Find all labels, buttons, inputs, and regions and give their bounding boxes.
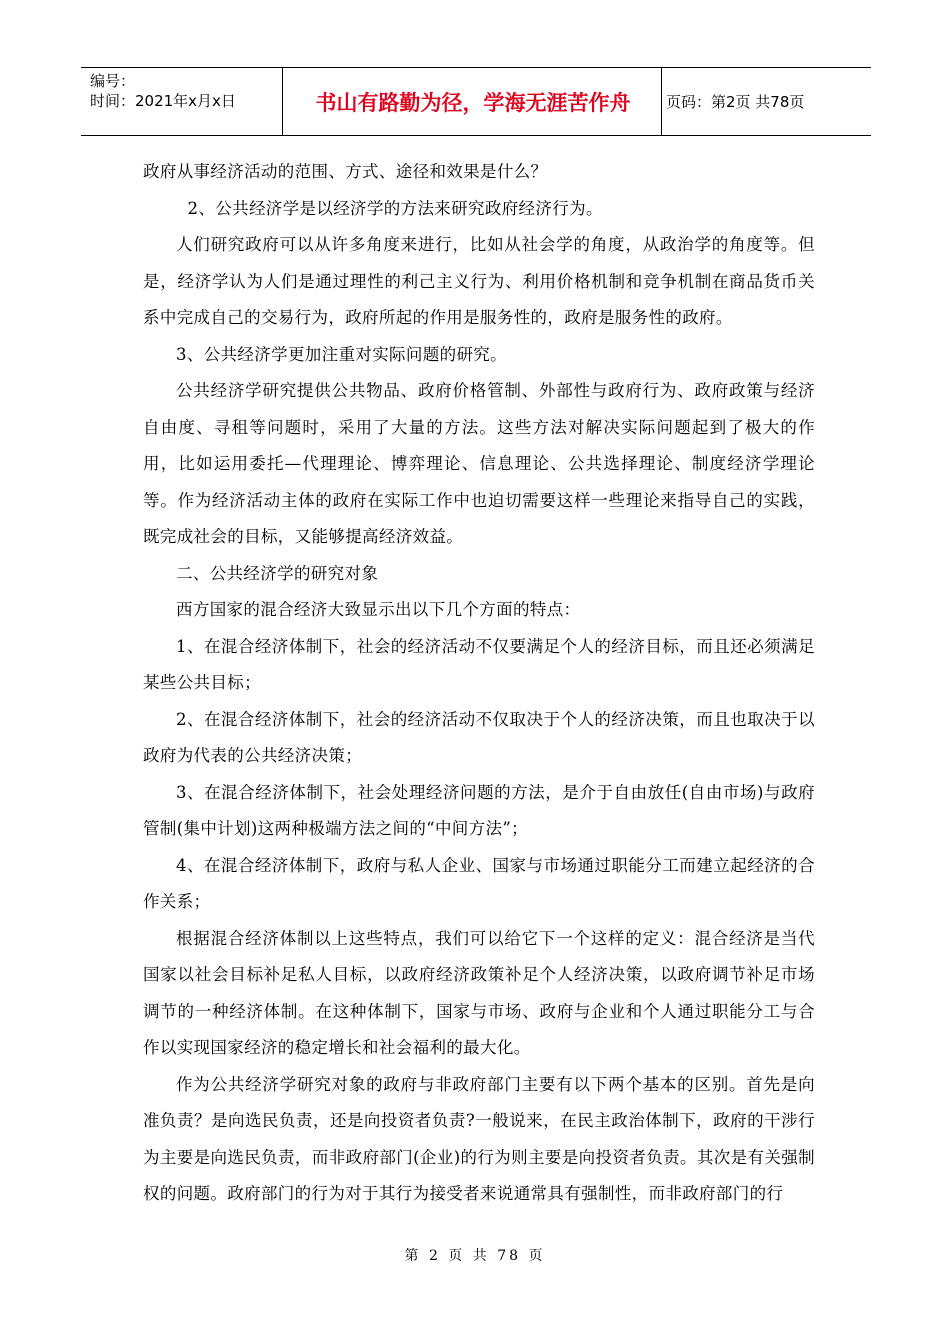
header-page-info: 页码：第2页 共78页 (666, 93, 805, 111)
paragraph: 政府从事经济活动的范围、方式、途径和效果是什么？ (143, 162, 548, 181)
header-motto-cell (282, 68, 662, 135)
page-footer: 第 2 页 共 78 页 (404, 1248, 546, 1264)
section-heading: 二、公共经济学的研究对象 (176, 563, 379, 583)
document-body (143, 154, 815, 1213)
document-date: 时间：2021年x月x日 (90, 92, 236, 110)
header-motto: 书山有路勤为径，学海无涯苦作舟 (315, 91, 631, 115)
header-right-cell (662, 68, 871, 135)
document-header (81, 67, 871, 136)
paragraph: 公共经济学研究提供公共物品、政府价格管制、外部性与政府行为、政府政策与经济自由度、寻租等问题时，采用了大量的方法。这些方法对解决实际问题起到了极大的作用，比如运用委托—代理理论、博弈理论、信息理论、公共选择理论、制度经济学理论等。作为经济活动主体的政府在实际工作中也迫切需要这样一些理论来指导自己的实践，既完成社会的目标，又能够提高经济效益。 (143, 381, 815, 546)
paragraph: 西方国家的混合经济大致显示出以下几个方面的特点： (176, 600, 581, 619)
paragraph: 人们研究政府可以从许多角度来进行，比如从社会学的角度，从政治学的角度等。但是，经济学认为人们是通过理性的利己主义行为、利用价格机制和竞争机制在商品货币关系中完成自己的交易行为，政府所起的作用是服务性的，政府是服务性的政府。 (143, 235, 815, 327)
list-item: 1、在混合经济体制下，社会的经济活动不仅要满足个人的经济目标，而且还必须满足某些公共目标； (143, 636, 815, 692)
paragraph: 3、公共经济学更加注重对实际问题的研究。 (176, 344, 507, 364)
header-left-cell (81, 68, 282, 135)
paragraph: 作为公共经济学研究对象的政府与非政府部门主要有以下两个基本的区别。首先是向准负责？是向选民负责，还是向投资者负责?一般说来，在民主政治体制下，政府的干涉行为主要是向选民负责，而非政府部门(企业)的行为则主要是向投资者负责。其次是有关强制权的问题。政府部门的行为对于其行为接受者来说通常具有强制性，而非政府部门的行 (143, 1074, 815, 1203)
list-item: 3、在混合经济体制下，社会处理经济问题的方法，是介于自由放任(自由市场)与政府管制(集中计划)这两种极端方法之间的“中间方法”； (143, 782, 815, 838)
document-number-label: 编号： (90, 72, 136, 90)
paragraph: 根据混合经济体制以上这些特点，我们可以给它下一个这样的定义：混合经济是当代国家以社会目标补足私人目标，以政府经济政策补足个人经济决策，以政府调节补足市场调节的一种经济体制。在这种体制下，国家与市场、政府与企业和个人通过职能分工与合作以实现国家经济的稳定增长和社会福利的最大化。 (143, 928, 815, 1057)
list-item: 4、在混合经济体制下，政府与私人企业、国家与市场通过职能分工而建立起经济的合作关系； (143, 855, 815, 911)
list-item: 2、在混合经济体制下，社会的经济活动不仅取决于个人的经济决策，而且也取决于以政府为代表的公共经济决策； (143, 709, 815, 765)
paragraph: 2、公共经济学是以经济学的方法来研究政府经济行为。 (187, 198, 603, 218)
